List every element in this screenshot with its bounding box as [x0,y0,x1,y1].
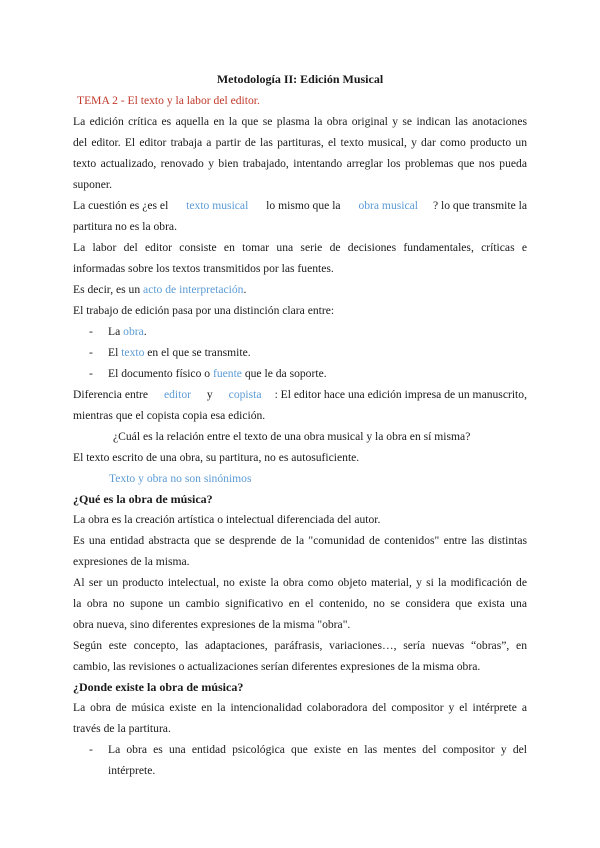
paragraph-line: partitura no es la obra. [73,220,177,233]
term-copista: copista [228,388,262,401]
list-bullet: - [89,325,93,338]
document-title: Metodología II: Edición Musical [216,72,384,86]
text-run: . [243,283,247,296]
paragraph-line: la obra no supone un cambio significativo en el contenido, no se considera que exista una [73,597,527,610]
subheading-obra: ¿Qué es la obra de música? [73,492,213,506]
paragraph-line [73,199,527,213]
list-bullet: - [89,367,93,380]
term-fuente: fuente [212,367,242,380]
section-heading: TEMA 2 - El texto y la labor del editor. [77,94,260,107]
text-run: Diferencia entre [73,388,151,401]
subheading-donde: ¿Donde existe la obra de música? [73,680,244,694]
list-item: intérprete. [108,764,156,777]
paragraph-line: La labor del editor consiste en tomar una serie de decisiones fundamentales, críticas e [73,241,527,254]
list-item [108,346,527,360]
term-editor: editor [163,388,191,401]
text-run: La cuestión es ¿es el [73,199,172,212]
paragraph-line: El texto escrito de una obra, su partitura, no es autosuficiente. [73,451,360,464]
text-run: que le da soporte. [241,367,327,380]
text-run: lo mismo que la [263,199,344,212]
text-run: . [143,325,147,338]
text-run: Es decir, es un [73,283,144,296]
list-item: La obra es una entidad psicológica que existe en las mentes del compositor y del [108,743,527,756]
highlight-line: Texto y obra no son sinónimos [109,472,252,485]
paragraph-line: Al ser un producto intelectual, no existe la obra como objeto material, y si la modificación de [73,576,527,589]
text-run: La [108,325,124,338]
paragraph-line: suponer. [73,178,112,191]
term-obra-musical: obra musical [358,199,418,212]
text-run: en el que se transmite. [144,346,251,359]
paragraph-line: expresiones de la misma. [73,555,190,568]
paragraph-line: La obra es la creación artística o intelectual diferenciada del autor. [73,513,381,526]
text-run: ? lo que transmite la [432,199,527,212]
paragraph-line: del editor. El editor trabaja a partir de las partituras, el texto musical, y dar como producto un [73,136,527,149]
paragraph-line: texto actualizado, renovado y bien trabajado, intentando arreglar los problemas que nos pueda [73,157,527,170]
paragraph-line: obra nueva, sino diferentes expresiones de la misma "obra". [73,618,351,631]
text-run: El documento físico o [108,367,213,380]
term-obra: obra [123,325,144,338]
text-run: El [108,346,122,359]
paragraph-line: El trabajo de edición pasa por una distinción clara entre: [73,304,335,317]
list-item [108,367,527,381]
paragraph-line: cambio, las revisiones o actualizaciones serían diferentes expresiones de la misma obra. [73,660,481,673]
paragraph-line [73,283,527,297]
list-bullet: - [89,346,93,359]
paragraph-line: informadas sobre los textos transmitidos por las fuentes. [73,262,334,275]
term-acto-interpretacion: acto de interpretación [143,283,244,296]
paragraph-line: Según este concepto, las adaptaciones, paráfrasis, variaciones…, sería nuevas “obras”, en [73,639,527,652]
text-run: : El editor hace una edición impresa de un manuscrito, [274,388,527,401]
term-texto: texto [121,346,145,359]
term-texto-musical: texto musical [186,199,249,212]
paragraph-line [73,388,527,402]
paragraph-line: través de la partitura. [73,722,171,735]
text-run: y [204,388,216,401]
paragraph-line: La edición crítica es aquella en la que se plasma la obra original y se indican las anotaciones [73,115,527,128]
paragraph-line: La obra de música existe en la intencionalidad colaboradora del compositor y el intérprete a [73,701,527,714]
question-line: ¿Cuál es la relación entre el texto de una obra musical y la obra en sí misma? [113,430,471,443]
paragraph-line: Es una entidad abstracta que se desprende de la "comunidad de contenidos" entre las distintas [73,534,527,547]
list-item [108,325,527,339]
paragraph-line: mientras que el copista copia esa edición. [73,409,266,422]
list-bullet: - [89,743,93,756]
